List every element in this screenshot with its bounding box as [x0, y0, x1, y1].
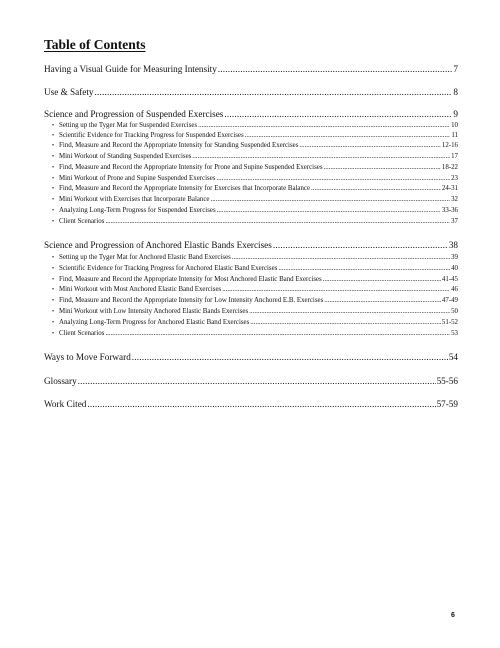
toc-entry-label: Work Cited — [44, 399, 87, 409]
toc-subentry-page: 51-52 — [441, 319, 458, 326]
toc-entry-page: 9 — [453, 109, 458, 119]
toc-subentry-label: Mini Workout with Exercises that Incorporate Balance — [59, 196, 210, 203]
dot-leader — [250, 319, 441, 326]
toc-entry-label: Science and Progression of Anchored Elastic Bands Exercises — [44, 240, 272, 250]
toc-entry-label: Glossary — [44, 376, 77, 386]
dot-leader — [132, 352, 448, 362]
bullet-icon: • — [52, 165, 55, 171]
toc-subentry-label: Setting up the Tyger Mat for Anchored Elastic Band Exercises — [59, 254, 231, 261]
toc-entry-page: 7 — [453, 64, 458, 74]
toc-subentry-page: 17 — [451, 153, 458, 160]
toc-subentry — [52, 164, 458, 171]
toc-subentry-page: 18-22 — [441, 164, 458, 171]
toc-subentry — [52, 297, 458, 304]
toc-entry-page: 38 — [448, 240, 458, 250]
toc-subentry — [52, 276, 458, 283]
toc-subentry — [52, 175, 458, 182]
toc-subentry-label: Find, Measure and Record the Appropriate Intensity for Most Anchored Elastic Band Exercises — [59, 276, 322, 283]
toc-entry-page: 54 — [448, 352, 458, 362]
toc-subentry — [52, 153, 458, 160]
dot-leader — [216, 175, 450, 182]
toc-entry-page: 8 — [453, 87, 458, 97]
toc-subentry-label: Find, Measure and Record the Appropriate Intensity for Exercises that Incorporate Balance — [59, 185, 311, 192]
bullet-icon: • — [52, 154, 55, 160]
toc-subentry-page: 46 — [451, 286, 458, 293]
toc-entry-label: Ways to Move Forward — [44, 352, 131, 362]
toc-subentry — [52, 142, 458, 149]
toc-subentry — [52, 218, 458, 225]
toc-subentry-label: Mini Workout with Low Intensity Anchored Elastic Bands Exercises — [59, 308, 249, 315]
toc-subentry-page: 23 — [451, 175, 458, 182]
toc-subentry-page: 47-49 — [441, 297, 458, 304]
toc-subentry — [52, 308, 458, 315]
toc-entry — [44, 399, 458, 409]
dot-leader — [95, 87, 453, 97]
toc-subentry-page: 12-16 — [441, 142, 458, 149]
dot-leader — [192, 153, 450, 160]
toc-subentry-label: Client Scenarios — [59, 218, 105, 225]
dot-leader — [299, 142, 441, 149]
toc-subentry-label: Setting up the Tyger Mat for Suspended Exercises — [59, 122, 198, 129]
toc-entry — [44, 64, 458, 74]
dot-leader — [324, 297, 441, 304]
bullet-icon: • — [52, 186, 55, 192]
dot-leader — [278, 265, 450, 272]
toc-entry-page: 57-59 — [436, 399, 458, 409]
dot-leader — [217, 207, 441, 214]
toc-subentry-page: 50 — [451, 308, 458, 315]
toc-subentry-page: 53 — [451, 330, 458, 337]
toc-subentry-label: Scientific Evidence for Tracking Progress for Anchored Elastic Band Exercises — [59, 265, 278, 272]
dot-leader — [311, 185, 441, 192]
dot-leader — [245, 132, 451, 139]
bullet-icon: • — [52, 208, 55, 214]
toc-subentry-label: Find, Measure and Record the Appropriate Intensity for Prone and Supine Suspended Exercises — [59, 164, 323, 171]
toc-subentry — [52, 330, 458, 337]
dot-leader — [222, 286, 450, 293]
bullet-icon: • — [52, 197, 55, 203]
toc-subentry-label: Find, Measure and Record the Appropriate Intensity for Low Intensity Anchored E.B. Exercises — [59, 297, 324, 304]
dot-leader — [323, 276, 441, 283]
toc-entry-page: 55-56 — [436, 376, 458, 386]
toc-subentry-label: Scientific Evidence for Tracking Progress for Suspended Exercises — [59, 132, 244, 139]
toc-subentry — [52, 185, 458, 192]
toc-subentry-label: Analyzing Long-Term Progress for Suspended Exercises — [59, 207, 216, 214]
dot-leader — [249, 308, 450, 315]
toc-subentry-page: 10 — [451, 122, 458, 129]
toc-subentry-label: Mini Workout of Standing Suspended Exercises — [59, 153, 192, 160]
dot-leader — [324, 164, 441, 171]
dot-leader — [78, 376, 436, 386]
toc-entry — [44, 352, 458, 362]
toc-subentry-page: 37 — [451, 218, 458, 225]
toc-subentry-label: Mini Workout with Most Anchored Elastic Band Exercises — [59, 286, 222, 293]
toc-subentry — [52, 319, 458, 326]
bullet-icon: • — [52, 123, 55, 129]
toc-subentry — [52, 286, 458, 293]
dot-leader — [198, 122, 450, 129]
toc-entry-label: Having a Visual Guide for Measuring Intensity — [44, 64, 217, 74]
toc-subentry-page: 11 — [451, 132, 458, 139]
toc-subentry-page: 32 — [451, 196, 458, 203]
toc-subentry-label: Client Scenarios — [59, 330, 105, 337]
toc-subentry-page: 39 — [451, 254, 458, 261]
dot-leader — [224, 109, 452, 119]
bullet-icon: • — [52, 266, 55, 272]
toc-subentry-label: Analyzing Long-Term Progress for Anchored Elastic Band Exercises — [59, 319, 250, 326]
toc-entry — [44, 240, 458, 250]
toc-subentry-page: 41-45 — [441, 276, 458, 283]
bullet-icon: • — [52, 219, 55, 225]
bullet-icon: • — [52, 176, 55, 182]
toc-subentry-page: 24-31 — [441, 185, 458, 192]
bullet-icon: • — [52, 298, 55, 304]
toc-subentry-label: Find, Measure and Record the Appropriate Intensity for Standing Suspended Exercises — [59, 142, 299, 149]
dot-leader — [273, 240, 448, 250]
toc-entry — [44, 109, 458, 119]
toc-subentry-page: 40 — [451, 265, 458, 272]
bullet-icon: • — [52, 143, 55, 149]
toc-subentry — [52, 196, 458, 203]
page-number: 6 — [451, 612, 455, 619]
dot-leader — [210, 196, 450, 203]
bullet-icon: • — [52, 133, 55, 139]
bullet-icon: • — [52, 287, 55, 293]
bullet-icon: • — [52, 320, 55, 326]
toc-subentry-label: Mini Workout of Prone and Supine Suspended Exercises — [59, 175, 216, 182]
bullet-icon: • — [52, 309, 55, 315]
toc-subentry — [52, 265, 458, 272]
bullet-icon: • — [52, 255, 55, 261]
dot-leader — [105, 330, 450, 337]
toc-subentry — [52, 122, 458, 129]
toc-subentry — [52, 254, 458, 261]
toc-subentry-page: 33-36 — [441, 207, 458, 214]
dot-leader — [218, 64, 453, 74]
dot-leader — [232, 254, 450, 261]
dot-leader — [87, 399, 435, 409]
dot-leader — [105, 218, 450, 225]
bullet-icon: • — [52, 331, 55, 337]
toc-entry — [44, 87, 458, 97]
toc-subentry — [52, 132, 458, 139]
toc-title: Table of Contents — [44, 37, 146, 52]
toc-entry-label: Science and Progression of Suspended Exercises — [44, 109, 224, 119]
toc-entry — [44, 376, 458, 386]
bullet-icon: • — [52, 277, 55, 283]
toc-subentry — [52, 207, 458, 214]
toc-entry-label: Use & Safety — [44, 87, 94, 97]
